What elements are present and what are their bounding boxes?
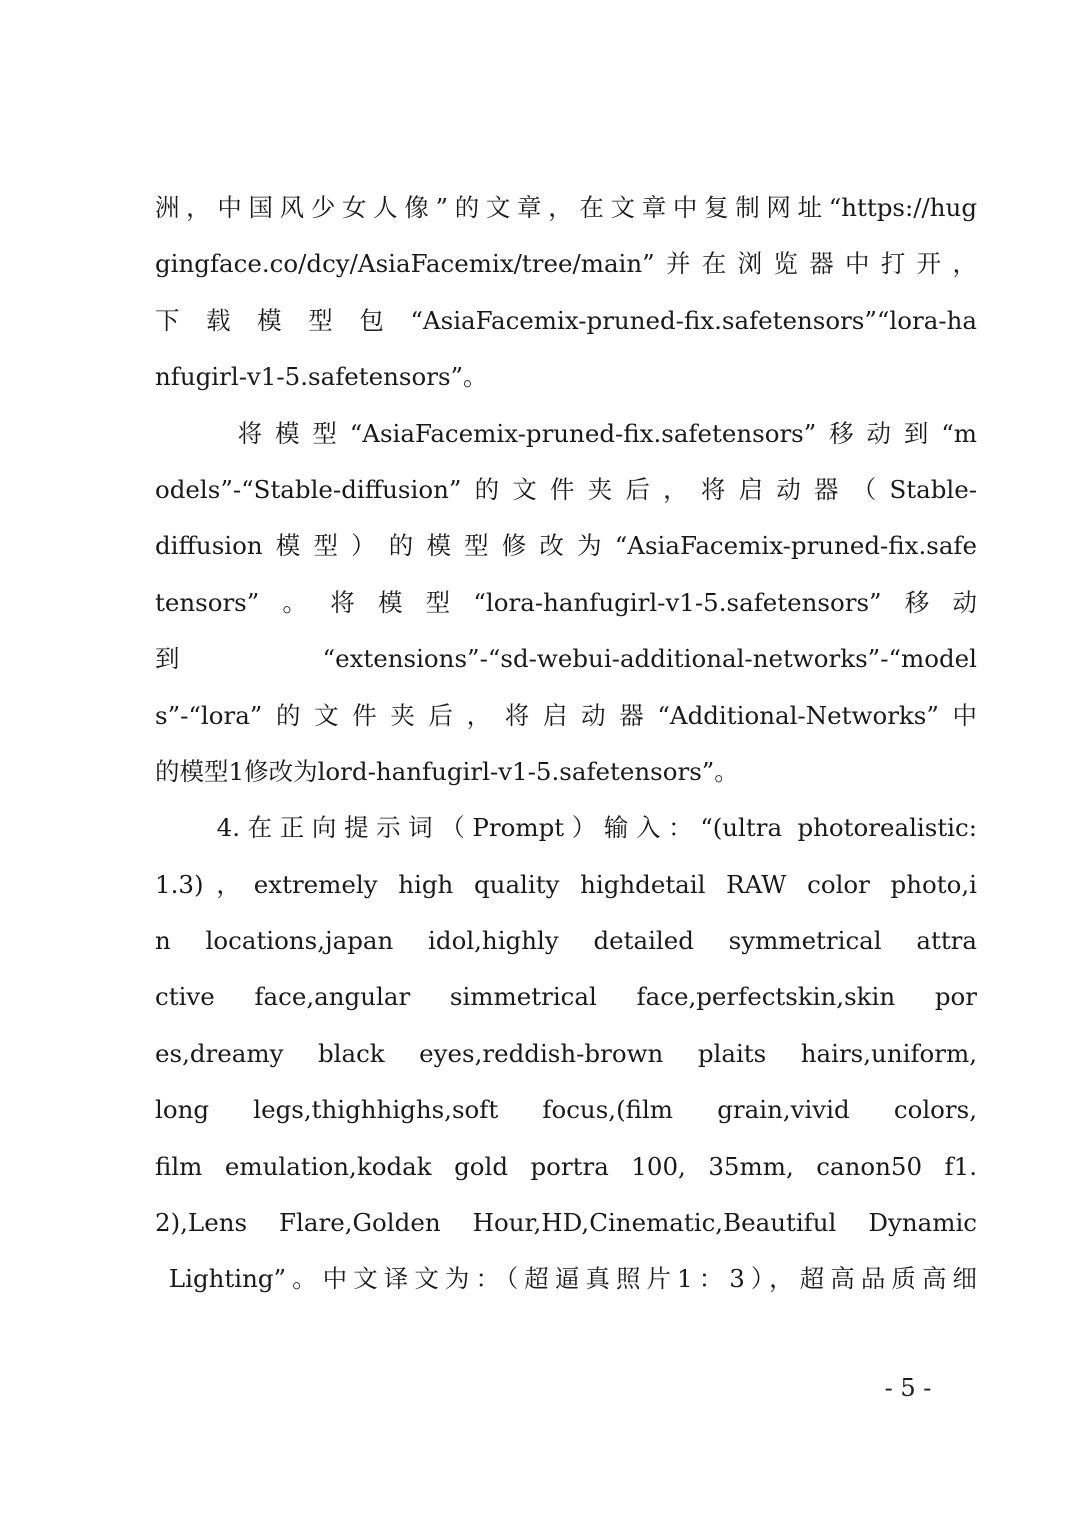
text-line: film emulation,kodak gold portra 100, 35mm, canon50 f1.: [155, 1151, 977, 1181]
text-line: 的模型1修改为lord-hanfugirl-v1-5.safetensors”。: [155, 756, 739, 786]
text-line: 到“extensions”-“sd-webui-additional-networks”-“model: [155, 644, 977, 674]
text-line: es,dreamy black eyes,reddish-brown plaits hairs,uniform,: [155, 1038, 977, 1068]
text-line: 下载模型包“AsiaFacemix-pruned-fix.safetensors”“lora-ha: [155, 305, 977, 335]
text-line: 洲，中国风少女人像”的文章，在文章中复制网址“https://hug: [155, 193, 977, 222]
text-line: gingface.co/dcy/AsiaFacemix/tree/main”并在浏览器中打开，: [155, 249, 977, 279]
text-line: Lighting”。中文译文为：（超逼真照片1：3），超高品质高细: [155, 1264, 977, 1294]
text-line: ctive face,angular simmetrical face,perfectskin,skin por: [155, 982, 977, 1012]
text-line: 4.在正向提示词（Prompt）输入：“(ultra photorealistic:: [155, 813, 977, 843]
page-number: - 5 -: [884, 1374, 932, 1402]
text-line: 将模型“AsiaFacemix-pruned-fix.safetensors”移动到“m: [155, 418, 977, 448]
text-line: odels”-“Stable-diffusion”的文件夹后，将启动器（Stable-: [155, 474, 977, 504]
text-line: long legs,thighhighs,soft focus,(film grain,vivid colors,: [155, 1095, 977, 1125]
text-line: 1.3)，extremely high quality highdetail RAW color photo,i: [155, 869, 977, 899]
text-line: s”-“lora”的文件夹后，将启动器“Additional-Networks”中: [155, 700, 977, 730]
text-line: diffusion模型）的模型修改为“AsiaFacemix-pruned-fix.safe: [155, 531, 977, 561]
text-line: nfugirl-v1-5.safetensors”。: [155, 362, 488, 392]
text-line: tensors”。将模型“lora-hanfugirl-v1-5.safetensors”移动: [155, 587, 977, 617]
text-line: 2),Lens Flare,Golden Hour,HD,Cinematic,Beautiful Dynamic: [155, 1208, 977, 1238]
text-line: n locations,japan idol,highly detailed symmetrical attra: [155, 926, 977, 956]
body-text: [155, 180, 977, 1308]
